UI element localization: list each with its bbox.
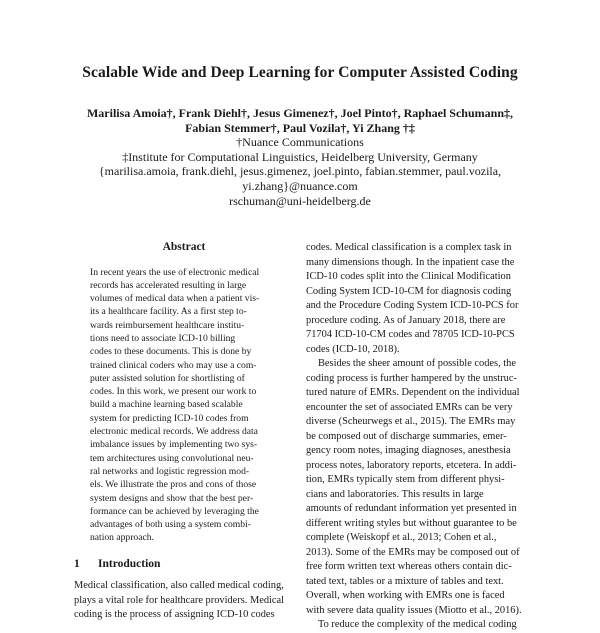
body-line: cians and laboratories. This results in large xyxy=(306,488,484,500)
intro-line: Medical classification, also called medical coding, xyxy=(74,580,284,592)
body-line: 2013). Some of the EMRs may be composed out of xyxy=(306,546,520,558)
abstract-line: tem architectures using convolutional neu- xyxy=(90,452,254,464)
abstract-line: puter assisted solution for shortlisting of xyxy=(90,372,245,384)
abstract-line: build a machine learning based scalable xyxy=(90,399,243,411)
body-line: diverse (Scheurwegs et al., 2015). The EMRs may xyxy=(306,416,516,427)
paragraph-2 xyxy=(306,357,530,618)
body-line: process notes, laboratory reports, etcetera. In addi- xyxy=(306,459,517,471)
body-line: complete (Weiskopf et al., 2013; Cohen et al., xyxy=(306,532,497,543)
abstract-heading: Abstract xyxy=(162,241,206,253)
affiliation-nuance: †Nuance Communications xyxy=(236,135,364,150)
body-line: with severe data quality issues (Miotto et al., 2016). xyxy=(306,604,522,616)
body-line: encounter the set of associated EMRs can be very xyxy=(306,401,513,413)
abstract-line: trained clinical coders who may use a com- xyxy=(90,359,257,371)
affiliation-heidelberg: ‡Institute for Computational Linguistics, Heidelberg University, Germany xyxy=(122,149,478,164)
body-line: be composed out of discharge summaries, emer- xyxy=(306,430,507,442)
abstract-line: records has accelerated resulting in large xyxy=(90,279,247,291)
paragraph-1 xyxy=(306,241,530,357)
intro-line: plays a vital role for healthcare providers. Medical xyxy=(74,594,285,606)
body-line: Besides the sheer amount of possible codes, the xyxy=(318,358,516,369)
body-line: To reduce the complexity of the medical coding xyxy=(318,619,517,630)
email-line-2: yi.zhang}@nuance.com xyxy=(242,178,358,193)
abstract-line: volumes of medical data when a patient vis- xyxy=(90,293,260,305)
email-line-1: {marilisa.amoia, frank.diehl, jesus.gimenez, joel.pinto, fabian.stemmer, paul.vozila, xyxy=(98,164,502,179)
author-list-line-2: Fabian Stemmer†, Paul Vozila†, Yi Zhang †‡ xyxy=(185,120,415,135)
section-number: 1 xyxy=(74,557,80,570)
abstract-line: system for predicting ICD-10 codes from xyxy=(90,412,249,424)
body-line: Overall, when working with EMRs one is faced xyxy=(306,590,505,601)
abstract-line: tions need to associate ICD-10 billing xyxy=(90,332,236,344)
abstract-line: wards reimbursement healthcare institu- xyxy=(90,319,245,331)
body-line: Coding System ICD-10-CM for diagnosis coding xyxy=(306,285,512,297)
abstract-line: ral networks and logistic regression mod- xyxy=(90,465,250,477)
right-column xyxy=(306,241,530,633)
body-line: amounts of redundant information yet presented in xyxy=(306,503,517,514)
abstract-line: els. We illustrate the pros and cons of those xyxy=(90,479,257,491)
body-line: tated text, tables or a mixture of tables and text. xyxy=(306,575,504,587)
paper-title: Scalable Wide and Deep Learning for Computer Assisted Coding xyxy=(82,64,518,81)
introduction-body xyxy=(74,579,294,623)
body-line: codes. Medical classification is a complex task in xyxy=(306,242,512,253)
body-line: tion, EMRs typically stem from different physi- xyxy=(306,474,505,485)
paragraph-3 xyxy=(306,618,530,633)
abstract-line: electronic medical records. We address data xyxy=(90,426,258,438)
intro-line: coding is the process of assigning ICD-10 codes xyxy=(74,609,275,621)
abstract-line: codes to these documents. This is done by xyxy=(90,346,252,358)
email-line-3: rschuman@uni-heidelberg.de xyxy=(229,193,371,208)
abstract-line: codes. In this work, we present our work to xyxy=(90,386,257,398)
abstract-body xyxy=(74,266,294,545)
body-line: tured nature of EMRs. Dependent on the individual xyxy=(306,387,520,398)
body-line: different writing styles but without guarantee to be xyxy=(306,517,517,529)
abstract-line: In recent years the use of electronic medical xyxy=(90,266,260,278)
body-line: many dimensions though. In the inpatient case the xyxy=(306,256,515,268)
body-line: gency room notes, imaging diagnoses, anesthesia xyxy=(306,445,511,456)
abstract-line: advantages of both using a system combi- xyxy=(90,519,251,531)
body-line: 71704 ICD-10-CM codes and 78705 ICD-10-PCS xyxy=(306,329,515,340)
section-heading-introduction xyxy=(74,557,294,572)
body-line: codes (ICD-10, 2018). xyxy=(306,343,400,355)
body-line: free form written text whereas others contain dic- xyxy=(306,561,512,572)
left-column xyxy=(74,240,294,623)
body-line: procedure coding. As of January 2018, there are xyxy=(306,314,506,326)
author-list-line-1: Marilisa Amoia†, Frank Diehl†, Jesus Gimenez†, Joel Pinto†, Raphael Schumann‡, xyxy=(86,106,513,120)
body-line: and the Procedure Coding System ICD-10-PCS for xyxy=(306,300,519,311)
section-title: Introduction xyxy=(98,557,161,570)
body-line: coding process is further hampered by the unstruc- xyxy=(306,372,517,384)
abstract-line: formance can be achieved by leveraging the xyxy=(90,505,259,517)
abstract-line: nation approach. xyxy=(90,532,154,544)
author-block xyxy=(0,106,600,208)
abstract-line: its a healthcare facility. As a first step to- xyxy=(90,306,247,318)
abstract-line: imbalance issues by implementing two sys- xyxy=(90,439,258,451)
body-line: ICD-10 codes split into the Clinical Modification xyxy=(306,271,511,282)
abstract-line: system designs and show that the best per- xyxy=(90,492,254,504)
